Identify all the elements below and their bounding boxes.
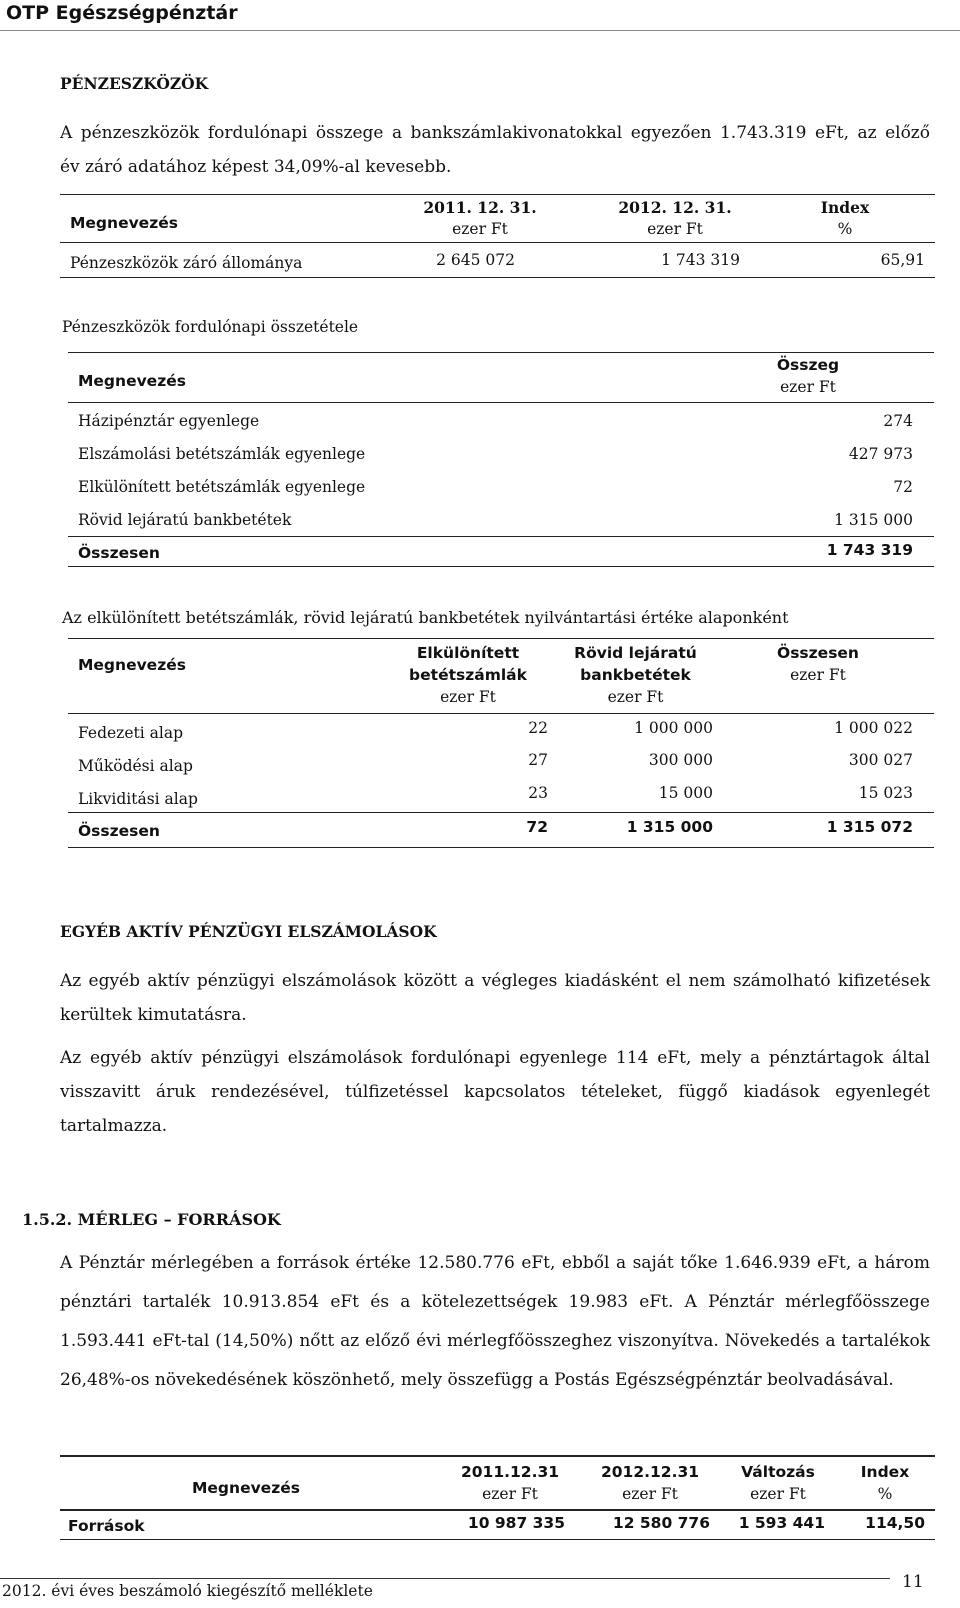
- table-row-label: Pénzeszközök záró állománya: [70, 254, 303, 272]
- column-unit-2011: ezer Ft: [482, 1485, 538, 1503]
- total-value: 1 743 319: [826, 541, 913, 559]
- column-unit-short-term: ezer Ft: [607, 688, 664, 706]
- section3-paragraph: [60, 1244, 930, 1400]
- table-rule: [68, 402, 934, 403]
- cell-separated: 23: [528, 784, 548, 802]
- column-unit-index: %: [837, 220, 853, 238]
- column-header-2012: 2012. 12. 31.: [618, 198, 732, 217]
- table-rule: [60, 1509, 935, 1511]
- paragraph-line: kerültek kimutatásra.: [60, 1005, 247, 1025]
- cell-total: 300 027: [848, 751, 913, 769]
- paragraph-line: 26,48%-os növekedésének köszönhető, mely összefügg a Postás Egészségpénztár beolvadásával.: [60, 1370, 894, 1390]
- cell-2012: 12 580 776: [612, 1514, 710, 1532]
- column-header-name: Megnevezés: [192, 1479, 300, 1497]
- column-unit-sum: ezer Ft: [780, 378, 836, 396]
- section-heading-balance-sources: 1.5.2. MÉRLEG – FORRÁSOK: [22, 1210, 281, 1229]
- column-unit-2011: ezer Ft: [452, 220, 508, 238]
- column-header-short-term: Rövid lejáratú: [574, 644, 697, 662]
- cell-index: 114,50: [865, 1514, 925, 1532]
- table-row-value: 274: [883, 412, 913, 430]
- table-title-composition: Pénzeszközök fordulónapi összetétele: [62, 318, 359, 336]
- table-row-label: Működési alap: [78, 757, 193, 775]
- cell-total: 1 000 022: [834, 719, 913, 737]
- column-unit-2012: ezer Ft: [622, 1485, 678, 1503]
- cell-2011: 2 645 072: [436, 251, 515, 269]
- total-short-term: 1 315 000: [626, 818, 713, 836]
- paragraph-line: visszavitt áruk rendezésével, túlfizetéssel kapcsolatos tételeket, függő kiadások egyenlegét: [60, 1082, 930, 1102]
- total-total: 1 315 072: [826, 818, 913, 836]
- table-rule: [68, 536, 934, 537]
- header-divider: [0, 30, 960, 31]
- paragraph-line: 1.593.441 eFt-tal (14,50%) nőtt az előző évi mérlegfőösszeghez viszonyítva. Növekedés a tartalékok: [60, 1331, 930, 1351]
- column-header-index: Index: [860, 1463, 910, 1481]
- cell-2012: 1 743 319: [661, 251, 740, 269]
- column-unit-separated: ezer Ft: [440, 688, 496, 706]
- cell-separated: 27: [528, 751, 548, 769]
- paragraph-line: Az egyéb aktív pénzügyi elszámolások fordulónapi egyenlege 114 eFt, mely a pénztártagok által: [60, 1048, 930, 1068]
- page-number: 11: [902, 1572, 924, 1592]
- column-unit-2012: ezer Ft: [647, 220, 703, 238]
- column-header-name: Megnevezés: [78, 372, 186, 390]
- sources-table: [60, 1455, 935, 1550]
- paragraph-line: Az egyéb aktív pénzügyi elszámolások között a végleges kiadásként el nem számolható kifizetések: [60, 971, 930, 991]
- paragraph-line: év záró adatához képest 34,09%-al kevesebb.: [60, 157, 452, 177]
- document-header-title: OTP Egészségpénztár: [6, 2, 238, 24]
- section-heading-other-settlements: EGYÉB AKTÍV PÉNZÜGYI ELSZÁMOLÁSOK: [60, 922, 437, 941]
- cell-2011: 10 987 335: [467, 1514, 565, 1532]
- total-separated: 72: [526, 818, 548, 836]
- column-header-total: Összesen: [777, 644, 859, 662]
- total-label: Összesen: [78, 544, 160, 562]
- cell-short-term: 300 000: [648, 751, 713, 769]
- cell-change: 1 593 441: [738, 1514, 825, 1532]
- section-heading-penzeszkozok: PÉNZESZKÖZÖK: [60, 74, 209, 93]
- column-header-change: Változás: [741, 1463, 815, 1481]
- column-header-short-term: bankbetétek: [580, 666, 691, 684]
- section2-paragraph-2: [60, 1041, 930, 1143]
- table-rule: [68, 352, 934, 353]
- column-unit-index: %: [877, 1485, 893, 1503]
- paragraph-line: A Pénztár mérlegében a források értéke 12.580.776 eFt, ebből a saját tőke 1.646.939 eFt, a három: [60, 1253, 930, 1273]
- column-unit-total: ezer Ft: [790, 666, 846, 684]
- column-header-sum: Összeg: [776, 356, 840, 374]
- column-header-separated: betétszámlák: [409, 666, 527, 684]
- table-row-label: Források: [68, 1517, 145, 1535]
- table-rule: [68, 566, 934, 567]
- composition-table: [68, 350, 934, 570]
- column-header-separated: Elkülönített: [416, 644, 520, 662]
- column-header-index: Index: [820, 198, 870, 217]
- column-header-name: Megnevezés: [78, 656, 186, 674]
- table-row-label: Likviditási alap: [78, 790, 198, 808]
- table-row-value: 72: [893, 478, 913, 496]
- table-rule: [60, 1455, 935, 1457]
- cell-index: 65,91: [880, 251, 925, 269]
- table-row-value: 1 315 000: [834, 511, 913, 529]
- section1-paragraph: [60, 116, 930, 184]
- table-rule: [60, 277, 935, 278]
- table-title-by-fund: Az elkülönített betétszámlák, rövid lejáratú bankbetétek nyilvántartási értéke alaponként: [62, 608, 789, 627]
- table-rule: [68, 812, 934, 813]
- column-header-name: Megnevezés: [70, 214, 178, 232]
- footer-divider: [0, 1578, 890, 1579]
- table-rule: [60, 1539, 935, 1540]
- column-unit-change: ezer Ft: [750, 1485, 806, 1503]
- table-rule: [68, 713, 934, 714]
- table-row-label: Elszámolási betétszámlák egyenlege: [78, 445, 366, 463]
- cell-separated: 22: [528, 719, 548, 737]
- table-row-label: Házipénztár egyenlege: [78, 412, 260, 430]
- closing-balance-table: [60, 190, 935, 280]
- table-rule: [68, 847, 934, 848]
- table-row-value: 427 973: [848, 445, 913, 463]
- cell-short-term: 15 000: [658, 784, 713, 802]
- table-row-label: Elkülönített betétszámlák egyenlege: [78, 478, 366, 496]
- section2-paragraph-1: [60, 964, 930, 1032]
- cell-total: 15 023: [858, 784, 913, 802]
- paragraph-line: tartalmazza.: [60, 1116, 168, 1136]
- table-row-label: Rövid lejáratú bankbetétek: [78, 511, 292, 529]
- column-header-2011: 2011. 12. 31.: [423, 198, 537, 217]
- paragraph-line: pénztári tartalék 10.913.854 eFt és a kötelezettségek 19.983 eFt. A Pénztár mérlegfőösszege: [60, 1292, 930, 1312]
- footer-text: 2012. évi éves beszámoló kiegészítő melléklete: [2, 1582, 373, 1600]
- table-rule: [68, 638, 934, 639]
- table-rule: [60, 194, 935, 195]
- total-label: Összesen: [78, 822, 160, 840]
- cell-short-term: 1 000 000: [634, 719, 713, 737]
- paragraph-line: A pénzeszközök fordulónapi összege a bankszámlakivonatokkal egyezően 1.743.319 eFt, az előző: [60, 123, 930, 143]
- column-header-2012: 2012.12.31: [600, 1463, 700, 1481]
- table-rule: [60, 242, 935, 243]
- column-header-2011: 2011.12.31: [460, 1463, 560, 1481]
- table-row-label: Fedezeti alap: [78, 724, 183, 742]
- fund-table: [68, 638, 934, 853]
